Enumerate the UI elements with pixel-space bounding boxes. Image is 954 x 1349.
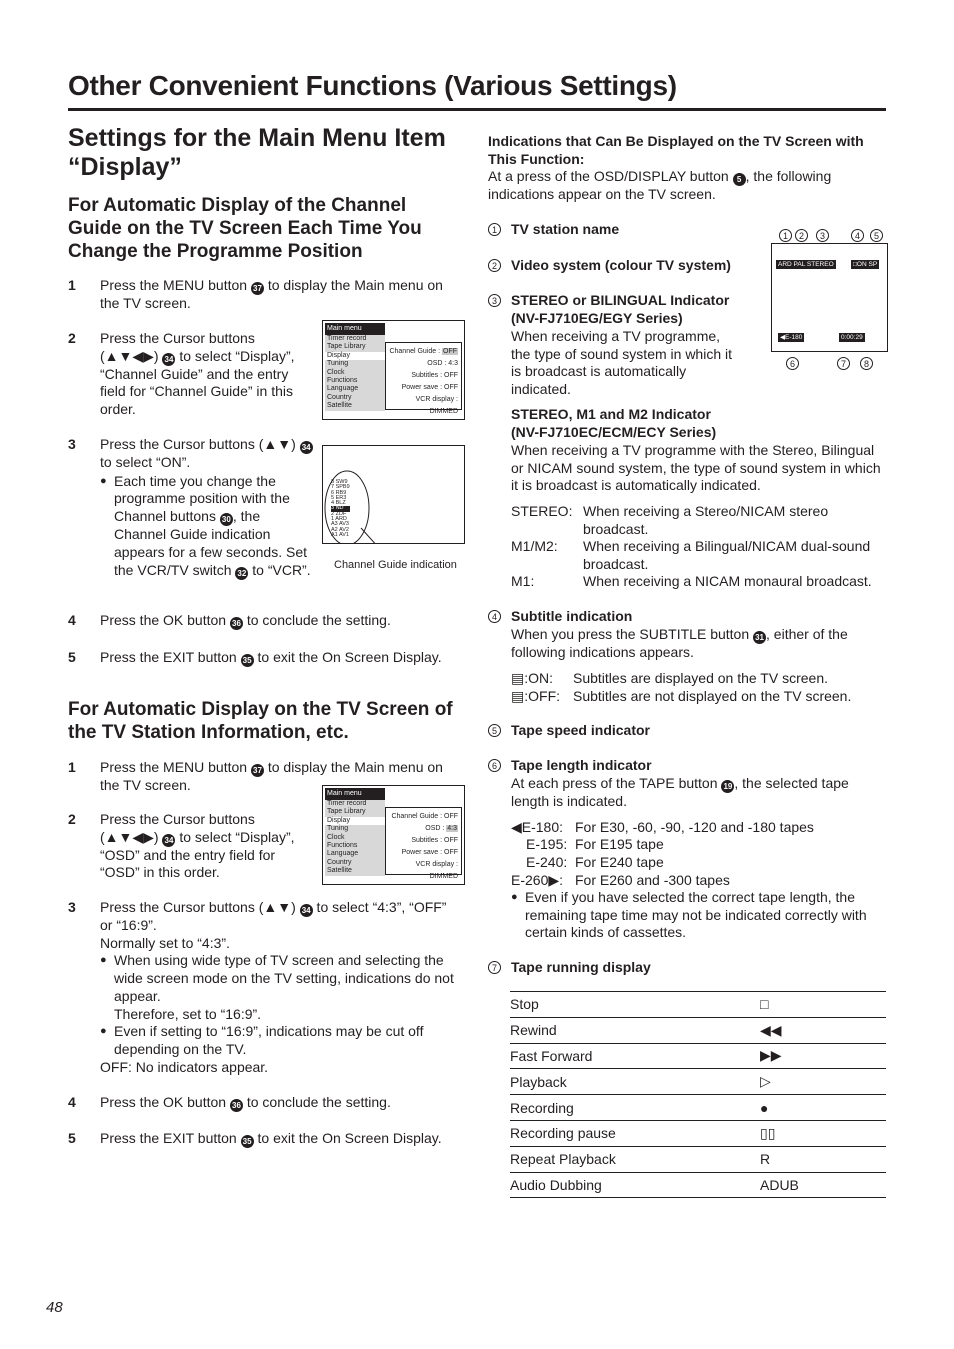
menu-item: Functions [325, 842, 385, 850]
menu-item: Clock [325, 834, 385, 842]
subtitle-icon: ▤ [511, 670, 525, 686]
subtitle-off-desc: Subtitles are not displayed on the TV screen. [573, 688, 852, 704]
tv-callout-7: 7 [837, 355, 850, 373]
menu-item: Tuning [325, 360, 385, 368]
step-number: 2 [68, 330, 76, 346]
step-bullet: ● Even if setting to “16:9”, indications may be cut off depending on the TV. [100, 1023, 460, 1058]
subtitle-icon: ▤ [511, 688, 525, 704]
step-number: 3 [68, 899, 76, 915]
menu-item: Country [325, 394, 385, 402]
tape-length-desc: For E195 tape [575, 836, 664, 852]
menu-item: Timer record [325, 800, 385, 808]
tv-callout-6: 6 [786, 355, 799, 373]
item4-title: Subtitle indication [511, 608, 633, 624]
step-text: Press the MENU button 37 to display the Main menu on the TV screen. [100, 759, 443, 793]
menu-item: Country [325, 859, 385, 867]
menu-vcr-display-row: VCR display : DIMMED [415, 861, 458, 880]
tv-callout-1: 1 [779, 227, 792, 245]
tape-state-label: Recording [510, 1095, 760, 1121]
tv-bottom-right-info: 0:00:29 [841, 334, 863, 341]
tv-callout-2: 2 [795, 227, 808, 245]
button-ref-icon: 34 [300, 904, 313, 917]
button-ref-icon: 35 [241, 654, 254, 667]
stereo-m-text: When receiving a TV programme with the Stereo, Bilingual or NICAM sound system, the type of sound system in which it is broadcast is automatically indicated. [511, 442, 881, 494]
item6-bullet: ● Even if you have selected the correct tape length, the remaining tape time may not be indicated correctly with certain kinds of cassettes. [511, 889, 886, 942]
button-ref-icon: 36 [230, 617, 243, 630]
item3-text: When receiving a TV programme, the type of sound system in which it is broadcast is automatically indicated. [511, 328, 732, 398]
menu-header: Main menu [325, 788, 385, 800]
subtitle-on-desc: Subtitles are displayed on the TV screen. [573, 670, 829, 686]
button-ref-icon: 37 [251, 282, 264, 295]
tape-length-term: E-195: [526, 836, 568, 852]
definition-term: M1: [511, 573, 535, 589]
tape-state-symbol: □ [760, 992, 886, 1018]
channel-list-item: 8 SW9 [331, 479, 348, 485]
tape-length-term: E-240: [526, 854, 568, 870]
definition-desc: When receiving a Bilingual/NICAM dual-sound broadcast. [583, 538, 871, 572]
item3-series: (NV-FJ710EG/EGY Series) [511, 310, 683, 326]
page-title: Other Convenient Functions (Various Settings) [68, 70, 677, 101]
item4-text: When you press the SUBTITLE button 31 , either of the following indications appears. [511, 626, 848, 660]
page-number: 48 [46, 1299, 63, 1316]
item6-num: 6 [488, 757, 501, 775]
menu-channel-guide-row: Channel Guide : OFF [389, 348, 457, 355]
step-number: 3 [68, 436, 76, 452]
step-number: 5 [68, 1130, 76, 1146]
menu-item: Tuning [325, 825, 385, 833]
tape-state-symbol: ▯▯ [760, 1120, 886, 1146]
menu-osd-row: OSD : 4:3 [427, 360, 458, 367]
item4-num: 4 [488, 608, 501, 626]
tape-state-label: Repeat Playback [510, 1146, 760, 1172]
channel-list-item: A2 AV2 [331, 526, 349, 533]
tv-top-right-info: □ON SP [853, 261, 878, 268]
item2-title: Video system (colour TV system) [511, 257, 731, 273]
table-row [510, 1069, 886, 1095]
table-row [510, 1043, 886, 1069]
tape-state-label: Playback [510, 1069, 760, 1095]
channel-list-item: A1 AV1 [331, 531, 349, 538]
menu-power-save-row: Power save : OFF [401, 849, 458, 856]
tape-running-table [510, 991, 886, 1198]
tape-length-desc: For E30, -60, -90, -120 and -180 tapes [575, 819, 814, 835]
menu-figure-osd [322, 785, 465, 885]
step-text: Press the Cursor buttons (▲▼) 34 to select “ON”. ● Each time you change the programme position with the Channel buttons 30 , the Channel Guide indication appears for a few seconds. Set the VCR/TV switch 32 to “VCR”. [100, 436, 313, 580]
step-number: 4 [68, 1094, 76, 1110]
menu-figure-channel-guide [322, 320, 465, 420]
item6-text: At each press of the TAPE button 19 , the selected tape length is indicated. [511, 775, 849, 809]
tape-state-symbol: R [760, 1146, 886, 1172]
definition-term: STEREO: [511, 503, 573, 519]
step-extra: Normally set to “4:3”. [100, 934, 230, 951]
tape-state-symbol: ◀◀ [760, 1017, 886, 1043]
channel-list [331, 480, 350, 538]
step-off-note: OFF: No indicators appear. [100, 1058, 269, 1075]
tv-callout-3: 3 [816, 227, 829, 245]
menu-subtitles-row: Subtitles : OFF [411, 372, 458, 379]
menu-subtitles-row: Subtitles : OFF [411, 837, 458, 844]
channel-list-item: 3 ND [331, 506, 350, 511]
item5-title: Tape speed indicator [511, 722, 650, 738]
section-title: Settings for the Main Menu Item “Display” [68, 124, 446, 181]
tape-length-term: E-260▶: [511, 872, 564, 888]
item7-title: Tape running display [511, 959, 651, 975]
tape-state-label: Fast Forward [510, 1043, 760, 1069]
menu-vcr-display-row: VCR display : DIMMED [415, 396, 458, 415]
menu-channel-guide-row: Channel Guide : OFF [391, 813, 458, 820]
channel-list-item: 6 RB9 [331, 489, 347, 496]
menu-item: Tape Library [325, 343, 385, 351]
tape-length-desc: For E240 tape [575, 854, 664, 870]
step-text: Press the OK button 36 to conclude the setting. [100, 1094, 391, 1110]
tv-callout-4: 4 [851, 227, 864, 245]
item3-num: 3 [488, 292, 501, 310]
channel-guide-figure [322, 445, 465, 544]
step-number: 4 [68, 612, 76, 628]
step-number: 5 [68, 649, 76, 665]
item2-num: 2 [488, 257, 501, 275]
step-text: Press the EXIT button 35 to exit the On Screen Display. [100, 649, 442, 665]
menu-item: Display [325, 817, 385, 825]
button-ref-icon: 5 [733, 173, 746, 186]
tv-screen-figure [771, 243, 888, 352]
button-ref-icon: 30 [220, 513, 233, 526]
channel-list-item: 1 ARD [331, 516, 347, 523]
step-bullet: ● When using wide type of TV screen and selecting the wide screen mode on the TV setting, indications do not appear. Therefore, set to “16:9”. [100, 952, 460, 1023]
menu-item: Satellite [325, 402, 385, 410]
channel-list-item: 2 ZDF [331, 510, 347, 517]
table-row [510, 1095, 886, 1121]
channel-list-item: A3 AV3 [331, 521, 349, 528]
table-row [510, 1146, 886, 1172]
menu-items [325, 800, 385, 876]
tv-bottom-left-info: ◀E-180 [780, 334, 803, 341]
table-row [510, 992, 886, 1018]
button-ref-icon: 19 [721, 780, 734, 793]
subtitle-on-term: ▤:ON: [511, 670, 554, 686]
tape-state-symbol: ADUB [760, 1172, 886, 1198]
menu-osd-row: OSD : 4:3 [425, 825, 457, 832]
menu-item: Functions [325, 377, 385, 385]
item7-num: 7 [488, 959, 501, 977]
item3-title: STEREO or BILINGUAL Indicator [511, 292, 730, 308]
definition-desc: When receiving a NICAM monaural broadcast. [583, 573, 872, 589]
menu-item: Language [325, 850, 385, 858]
tape-state-symbol: ● [760, 1095, 886, 1121]
menu-item: Timer record [325, 335, 385, 343]
step-text: Press the Cursor buttons (▲▼◀▶) 34 to select “Display”, “OSD” and the entry field for “OSD” in this order. [100, 811, 295, 881]
step-bullet: ● Each time you change the programme position with the Channel buttons 30 , the Channel Guide indication appears for a few seconds. Set the VCR/TV switch 32 to “VCR”. [100, 473, 313, 580]
channel-list-item: 7 SPB9 [331, 484, 350, 491]
step-text: Press the Cursor buttons (▲▼◀▶) 34 to select “Display”, “Channel Guide” and the entry field for “Channel Guide” in this order. [100, 330, 295, 418]
definition-term: M1/M2: [511, 538, 558, 554]
definition-desc: When receiving a Stereo/NICAM stereo broadcast. [583, 503, 829, 537]
table-row [510, 1017, 886, 1043]
channel-guide-caption: Channel Guide indication [334, 559, 457, 571]
indications-intro: At a press of the OSD/DISPLAY button 5 , the following indications appear on the TV screen. [488, 168, 832, 202]
tv-callout-5: 5 [870, 227, 883, 245]
menu-item: Language [325, 385, 385, 393]
button-ref-icon: 35 [241, 1135, 254, 1148]
step-text: Press the Cursor buttons (▲▼) 34 to select “4:3”, “OFF” or “16:9”. Normally set to “4:3”. ● When using wide type of TV screen and selecting the wide screen mode on the TV setting, indications do not appear. Therefore, set to “16:9”. ● Even if setting to “16:9”, indications may be cut off depending on the TV. OFF: No indicators appear. [100, 899, 460, 1076]
title-rule [68, 108, 886, 111]
subtitle-off-term: ▤:OFF: [511, 688, 561, 704]
tape-state-label: Audio Dubbing [510, 1172, 760, 1198]
button-ref-icon: 34 [162, 353, 175, 366]
tape-length-desc: For E260 and -300 tapes [575, 872, 730, 888]
item1-title: TV station name [511, 221, 620, 237]
button-ref-icon: 34 [300, 441, 313, 454]
channel-list-item: 4 BLZ [331, 500, 346, 507]
table-row [510, 1172, 886, 1198]
tape-state-label: Stop [510, 992, 760, 1018]
subsection2-title: For Automatic Display on the TV Screen of the TV Station Information, etc. [68, 699, 453, 743]
menu-header: Main menu [325, 323, 385, 335]
menu-item: Satellite [325, 867, 385, 875]
stereo-m-title: STEREO, M1 and M2 Indicator [511, 406, 711, 422]
tape-state-symbol: ▷ [760, 1069, 886, 1095]
subsection1-title: For Automatic Display of the Channel Guide on the TV Screen Each Time You Change the Programme Position [68, 195, 422, 262]
tape-state-label: Recording pause [510, 1120, 760, 1146]
table-row [510, 1120, 886, 1146]
item6-title: Tape length indicator [511, 757, 652, 773]
button-ref-icon: 31 [753, 631, 766, 644]
step-number: 2 [68, 811, 76, 827]
step-number: 1 [68, 759, 76, 775]
tv-callout-8: 8 [860, 355, 873, 373]
menu-item: Tape Library [325, 808, 385, 816]
button-ref-icon: 36 [230, 1099, 243, 1112]
button-ref-icon: 32 [235, 567, 248, 580]
menu-item: Clock [325, 369, 385, 377]
step-text: Press the OK button 36 to conclude the setting. [100, 612, 391, 628]
button-ref-icon: 34 [162, 834, 175, 847]
item5-num: 5 [488, 722, 501, 740]
item1-num: 1 [488, 221, 501, 239]
tape-state-label: Rewind [510, 1017, 760, 1043]
step-text: Press the MENU button 37 to display the Main menu on the TV screen. [100, 277, 443, 311]
step-number: 1 [68, 277, 76, 293]
indications-title: Indications that Can Be Displayed on the TV Screen with This Function: [488, 133, 864, 167]
step-text: Press the EXIT button 35 to exit the On Screen Display. [100, 1130, 442, 1146]
menu-power-save-row: Power save : OFF [401, 384, 458, 391]
tape-state-symbol: ▶▶ [760, 1043, 886, 1069]
menu-items [325, 335, 385, 411]
button-ref-icon: 37 [251, 764, 264, 777]
tv-top-info: ARD PAL STEREO [778, 261, 834, 268]
tape-length-term: ◀E-180: [511, 819, 564, 835]
channel-list-item: 5 ER3 [331, 494, 347, 501]
menu-item: Display [325, 352, 385, 360]
stereo-m-series: (NV-FJ710EC/ECM/ECY Series) [511, 424, 717, 440]
